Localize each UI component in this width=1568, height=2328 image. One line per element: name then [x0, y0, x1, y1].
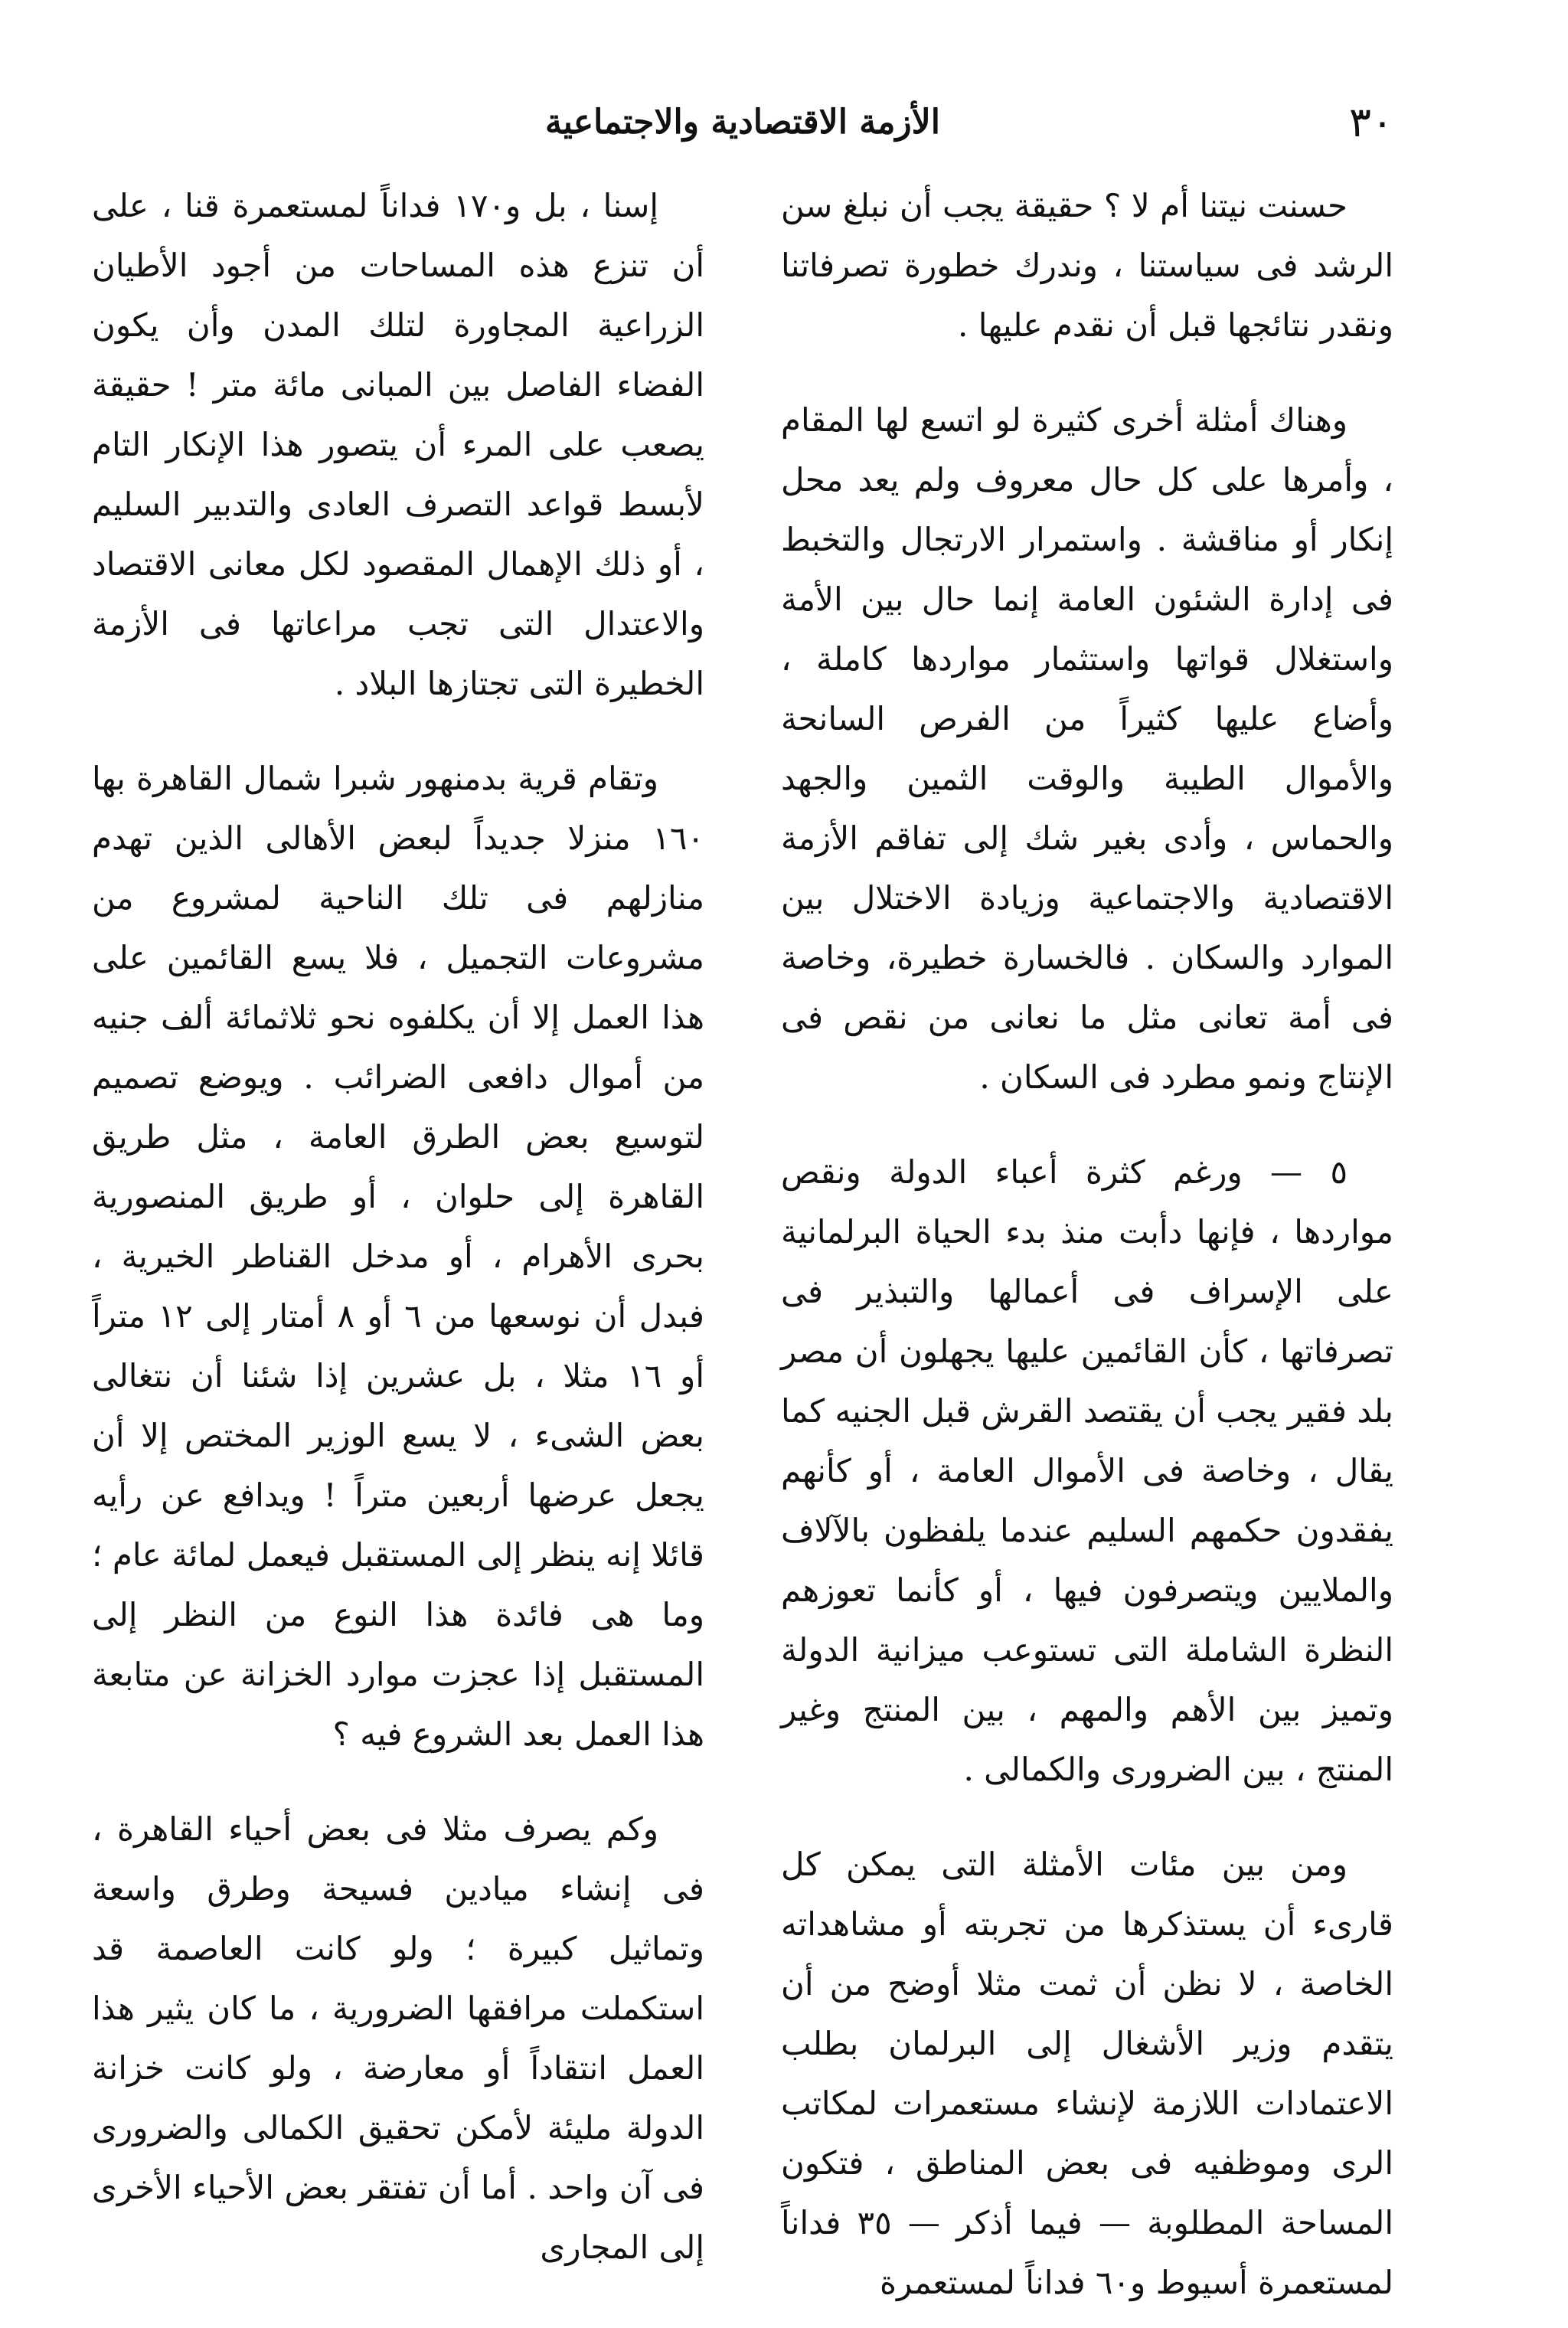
paragraph: حسنت نيتنا أم لا ؟ حقيقة يجب أن نبلغ سن الرشد فى سياستنا ، وندرك خطورة تصرفاتنا ونقدر نتائجها قبل أن نقدم عليها . [781, 187, 1393, 344]
paragraph: إسنا ، بل و١٧٠ فداناً لمستعمرة قنا ، على أن تنزع هذه المساحات من أجود الأطيان الزراعية المجاورة لتلك المدن وأن يكون الفضاء الفاصل بين المبانى مائة متر ! حقيقة يصعب على المرء أن يتصور هذا الإنكار التام لأبسط قواعد التصرف العادى والتدبير السليم ، أو ذلك الإهمال المقصود لكل معانى الاقتصاد والاعتدال التى تجب مراعاتها فى الأزمة الخطيرة التى تجتازها البلاد . [92, 187, 704, 702]
paragraph: ومن بين مئات الأمثلة التى يمكن كل قارىء أن يستذكرها من تجربته أو مشاهداته الخاصة ، لا نظن أن ثمت مثلا أوضح من أن يتقدم وزير الأشغال إلى البرلمان بطلب الاعتمادات اللازمة لإنشاء مستعمرات لمكاتب الرى وموظفيه فى بعض المناطق ، فتكون المساحة المطلوبة — فيما أذكر — ٣٥ فداناً لمستعمرة أسيوط و٦٠ فداناً لمستعمرة [781, 1846, 1393, 2301]
paragraph: ٥ — ورغم كثرة أعباء الدولة ونقص مواردها ، فإنها دأبت منذ بدء الحياة البرلمانية على الإسراف فى أعمالها والتبذير فى تصرفاتها ، كأن القائمين عليها يجهلون أن مصر بلد فقير يجب أن يقتصد القرش قبل الجنيه كما يقال ، وخاصة فى الأموال العامة ، أو كأنهم يفقدون حكمهم السليم عندما يلفظون بالآلاف والملايين ويتصرفون فيها ، أو كأنما تعوزهم النظرة الشاملة التى تستوعب ميزانية الدولة وتميز بين الأهم والمهم ، بين المنتج وغير المنتج ، بين الضرورى والكمالى . [781, 1153, 1393, 1788]
left-column [92, 176, 705, 2266]
paragraph: وكم يصرف مثلا فى بعض أحياء القاهرة ، فى إنشاء ميادين فسيحة وطرق واسعة وتماثيل كبيرة ؛ ولو كانت العاصمة قد استكملت مرافقها الضرورية ، ما كان يثير هذا العمل انتقاداً أو معارضة ، ولو كانت خزانة الدولة مليئة لأمكن تحقيق الكمالى والضرورى فى آن واحد . أما أن تفتقر بعض الأحياء الأخرى إلى المجارى [92, 1810, 705, 2266]
page-header [92, 84, 1393, 153]
running-title: الأزمة الاقتصادية والاجتماعية [545, 103, 940, 142]
paragraph: وهناك أمثلة أخرى كثيرة لو اتسع لها المقام ، وأمرها على كل حال معروف ولم يعد محل إنكار أو مناقشة . واستمرار الارتجال والتخبط فى إدارة الشئون العامة إنما حال بين الأمة واستغلال قواتها واستثمار مواردها كاملة ، وأضاع عليها كثيراً من الفرص السانحة والأموال الطيبة والوقت الثمين والجهد والحماس ، وأدى بغير شك إلى تفاقم الأزمة الاقتصادية والاجتماعية وزيادة الاختلال بين الموارد والسكان . فالخسارة خطيرة، وخاصة فى أمة تعانى مثل ما نعانى من نقص فى الإنتاج ونمو مطرد فى السكان . [781, 401, 1393, 1096]
paragraph: وتقام قرية بدمنهور شبرا شمال القاهرة بها ١٦٠ منزلا جديداً لبعض الأهالى الذين تهدم منازلهم فى تلك الناحية لمشروع من مشروعات التجميل ، فلا يسع القائمين على هذا العمل إلا أن يكلفوه نحو ثلاثمائة ألف جنيه من أموال دافعى الضرائب . ويوضع تصميم لتوسيع بعض الطرق العامة ، مثل طريق القاهرة إلى حلوان ، أو طريق المنصورية بحرى الأهرام ، أو مدخل القناطر الخيرية ، فبدل أن نوسعها من ٦ أو ٨ أمتار إلى ١٢ متراً أو ١٦ مثلا ، بل عشرين إذا شئنا أن نتغالى بعض الشىء ، لا يسع الوزير المختص إلا أن يجعل عرضها أربعين متراً ! ويدافع عن رأيه قائلا إنه ينظر إلى المستقبل فيعمل لمائة عام ؛ وما هى فائدة هذا النوع من النظر إلى المستقبل إذا عجزت موارد الخزانة عن متابعة هذا العمل بعد الشروع فيه ؟ [92, 760, 704, 1753]
page-number: ٣٠ [1348, 98, 1393, 146]
text-columns [92, 176, 1393, 2301]
right-column [781, 176, 1393, 2301]
